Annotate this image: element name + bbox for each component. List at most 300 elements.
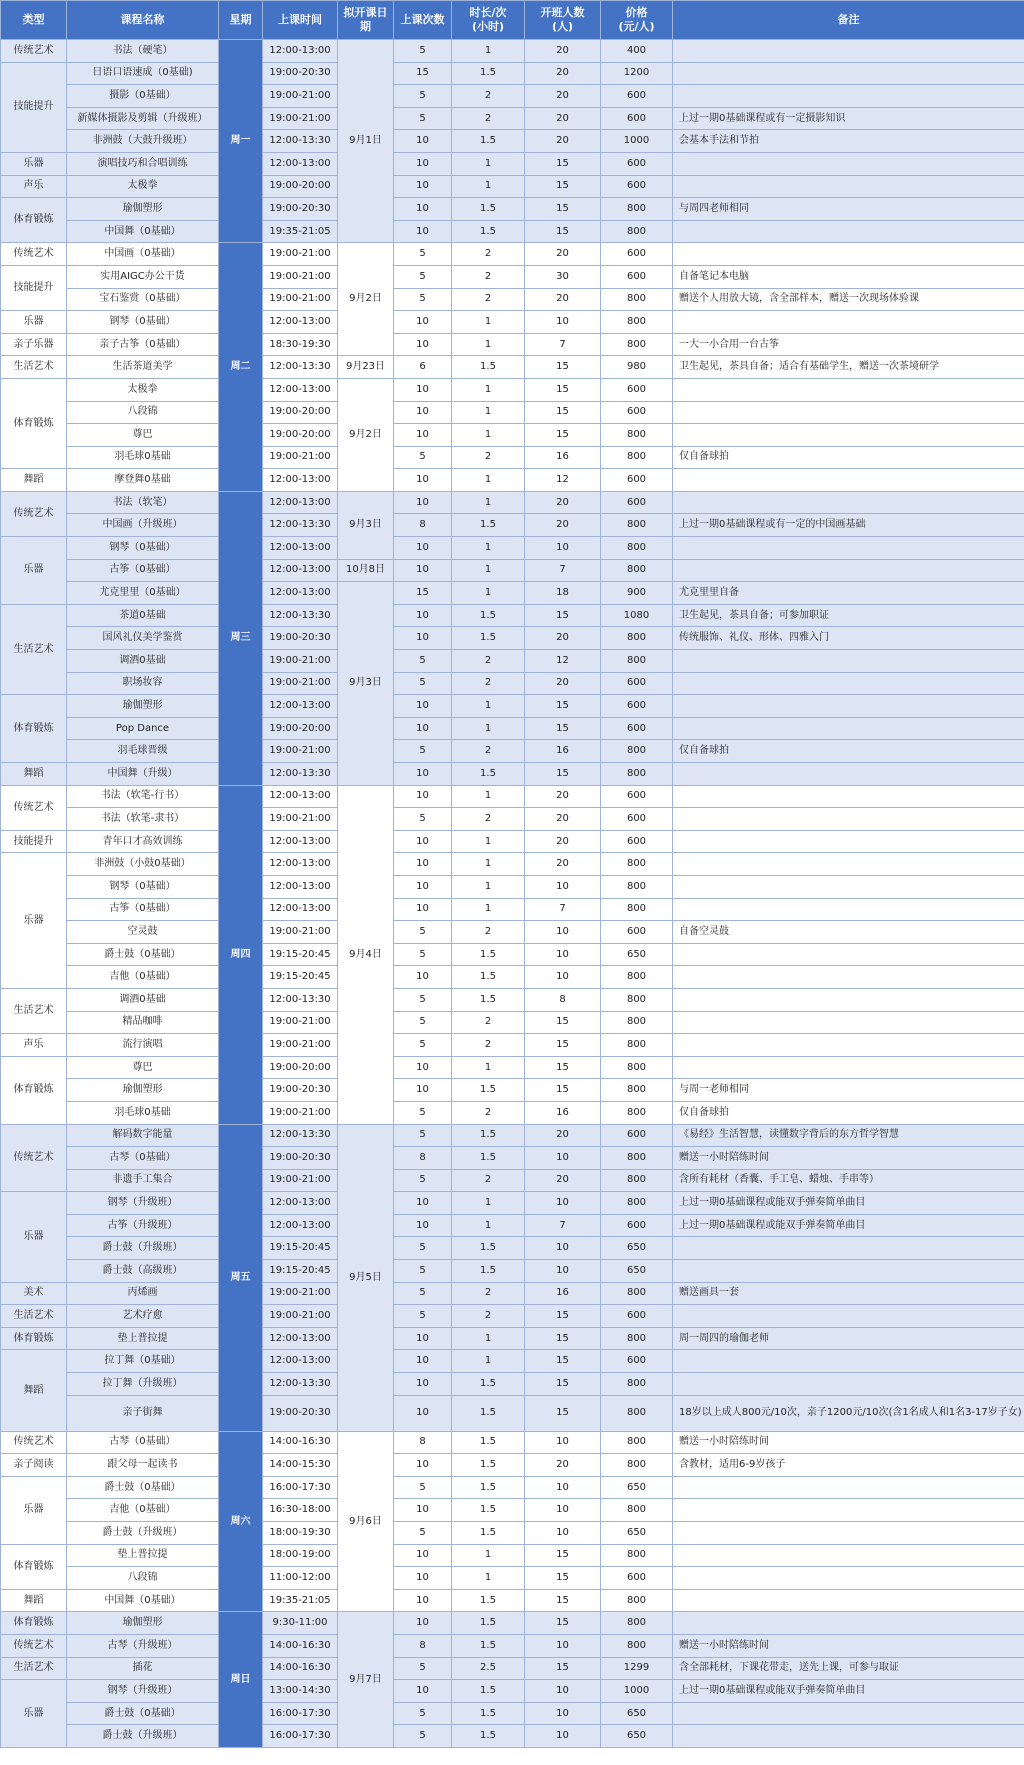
course-name-cell: 非洲鼓（小鼓0基础） bbox=[67, 853, 219, 876]
class-time-cell: 12:00-13:00 bbox=[263, 378, 338, 401]
class-size-cell: 7 bbox=[525, 1214, 601, 1237]
price-cell: 800 bbox=[601, 1079, 673, 1102]
notes-cell bbox=[673, 40, 1024, 63]
price-cell: 650 bbox=[601, 1260, 673, 1283]
sessions-cell: 5 bbox=[394, 1725, 452, 1748]
price-cell: 800 bbox=[601, 288, 673, 311]
sessions-cell: 10 bbox=[394, 401, 452, 424]
notes-cell: 与周一老师相同 bbox=[673, 1079, 1024, 1102]
class-size-cell: 15 bbox=[525, 175, 601, 198]
category-cell: 生活艺术 bbox=[1, 604, 67, 694]
class-time-cell: 19:00-20:30 bbox=[263, 627, 338, 650]
class-size-cell: 15 bbox=[525, 604, 601, 627]
course-name-cell: 垫上普拉提 bbox=[67, 1327, 219, 1350]
category-cell: 生活艺术 bbox=[1, 1305, 67, 1328]
category-cell: 生活艺术 bbox=[1, 988, 67, 1033]
notes-cell: 赠送画具一套 bbox=[673, 1282, 1024, 1305]
notes-cell: 上过一期0基础课程或能双手弹奏简单曲目 bbox=[673, 1214, 1024, 1237]
price-cell: 600 bbox=[601, 378, 673, 401]
class-time-cell: 16:00-17:30 bbox=[263, 1476, 338, 1499]
header-category[interactable]: 类型 bbox=[1, 1, 67, 40]
duration-cell: 2.5 bbox=[452, 1657, 525, 1680]
sessions-cell: 8 bbox=[394, 1431, 452, 1454]
course-name-cell: 吉他（0基础） bbox=[67, 1499, 219, 1522]
duration-cell: 1 bbox=[452, 378, 525, 401]
sessions-cell: 5 bbox=[394, 40, 452, 63]
table-row bbox=[1, 1567, 1024, 1590]
class-size-cell: 15 bbox=[525, 1612, 601, 1635]
class-size-cell: 20 bbox=[525, 853, 601, 876]
category-cell: 乐器 bbox=[1, 152, 67, 175]
price-cell: 800 bbox=[601, 650, 673, 673]
class-size-cell: 15 bbox=[525, 1589, 601, 1612]
class-time-cell: 12:00-13:00 bbox=[263, 1350, 338, 1373]
price-cell: 600 bbox=[601, 695, 673, 718]
class-size-cell: 7 bbox=[525, 333, 601, 356]
price-cell: 800 bbox=[601, 446, 673, 469]
weekday-cell: 周四 bbox=[219, 785, 263, 1124]
notes-cell bbox=[673, 1056, 1024, 1079]
class-time-cell: 12:00-13:30 bbox=[263, 763, 338, 786]
class-size-cell: 16 bbox=[525, 1282, 601, 1305]
class-size-cell: 10 bbox=[525, 921, 601, 944]
header-course-name[interactable]: 课程名称 bbox=[67, 1, 219, 40]
notes-cell bbox=[673, 220, 1024, 243]
class-size-cell: 10 bbox=[525, 1680, 601, 1703]
course-name-cell: 垫上普拉提 bbox=[67, 1544, 219, 1567]
table-row bbox=[1, 424, 1024, 447]
table-row bbox=[1, 356, 1024, 379]
price-cell: 600 bbox=[601, 152, 673, 175]
class-time-cell: 19:00-20:00 bbox=[263, 1056, 338, 1079]
notes-cell bbox=[673, 1499, 1024, 1522]
duration-cell: 2 bbox=[452, 740, 525, 763]
price-cell: 600 bbox=[601, 401, 673, 424]
table-row bbox=[1, 650, 1024, 673]
header-class-time[interactable]: 上课时间 bbox=[263, 1, 338, 40]
notes-cell bbox=[673, 62, 1024, 85]
class-time-cell: 19:00-21:00 bbox=[263, 808, 338, 831]
sessions-cell: 10 bbox=[394, 695, 452, 718]
category-cell: 舞蹈 bbox=[1, 1350, 67, 1431]
class-time-cell: 19:00-21:00 bbox=[263, 107, 338, 130]
sessions-cell: 10 bbox=[394, 1079, 452, 1102]
class-time-cell: 12:00-13:00 bbox=[263, 152, 338, 175]
category-cell: 声乐 bbox=[1, 1034, 67, 1057]
class-time-cell: 18:00-19:00 bbox=[263, 1544, 338, 1567]
course-name-cell: 太极拳 bbox=[67, 378, 219, 401]
class-time-cell: 12:00-13:00 bbox=[263, 875, 338, 898]
table-row bbox=[1, 514, 1024, 537]
notes-cell bbox=[673, 491, 1024, 514]
class-time-cell: 12:00-13:00 bbox=[263, 695, 338, 718]
class-size-cell: 15 bbox=[525, 1079, 601, 1102]
sessions-cell: 5 bbox=[394, 1282, 452, 1305]
sessions-cell: 5 bbox=[394, 446, 452, 469]
duration-cell: 1 bbox=[452, 1214, 525, 1237]
sessions-cell: 10 bbox=[394, 627, 452, 650]
price-cell: 600 bbox=[601, 1124, 673, 1147]
sessions-cell: 10 bbox=[394, 1589, 452, 1612]
table-row bbox=[1, 1350, 1024, 1373]
class-size-cell: 15 bbox=[525, 695, 601, 718]
course-name-cell: 演唱技巧和合唱训练 bbox=[67, 152, 219, 175]
sessions-cell: 10 bbox=[394, 378, 452, 401]
category-cell: 美术 bbox=[1, 1282, 67, 1305]
notes-cell bbox=[673, 1702, 1024, 1725]
price-cell: 600 bbox=[601, 491, 673, 514]
notes-cell bbox=[673, 152, 1024, 175]
category-cell: 传统艺术 bbox=[1, 40, 67, 63]
price-cell: 800 bbox=[601, 740, 673, 763]
sessions-cell: 8 bbox=[394, 1634, 452, 1657]
class-time-cell: 16:00-17:30 bbox=[263, 1725, 338, 1748]
header-weekday[interactable]: 星期 bbox=[219, 1, 263, 40]
table-row bbox=[1, 491, 1024, 514]
class-size-cell: 16 bbox=[525, 1101, 601, 1124]
category-cell: 传统艺术 bbox=[1, 491, 67, 536]
table-row bbox=[1, 1395, 1024, 1431]
table-row bbox=[1, 1589, 1024, 1612]
price-cell: 650 bbox=[601, 1702, 673, 1725]
class-time-cell: 19:00-20:00 bbox=[263, 717, 338, 740]
class-time-cell: 19:00-21:00 bbox=[263, 650, 338, 673]
table-row bbox=[1, 40, 1024, 63]
notes-cell: 一大一小合用一台古筝 bbox=[673, 333, 1024, 356]
class-time-cell: 19:00-20:30 bbox=[263, 1395, 338, 1431]
class-time-cell: 12:00-13:00 bbox=[263, 582, 338, 605]
price-cell: 800 bbox=[601, 1011, 673, 1034]
course-name-cell: 中国舞（升级） bbox=[67, 763, 219, 786]
table-row bbox=[1, 627, 1024, 650]
price-cell: 800 bbox=[601, 1395, 673, 1431]
class-size-cell: 15 bbox=[525, 1657, 601, 1680]
category-cell: 舞蹈 bbox=[1, 1589, 67, 1612]
course-name-cell: 尤克里里（0基础） bbox=[67, 582, 219, 605]
class-time-cell: 19:00-21:00 bbox=[263, 288, 338, 311]
class-size-cell: 10 bbox=[525, 1260, 601, 1283]
price-cell: 800 bbox=[601, 966, 673, 989]
class-time-cell: 12:00-13:30 bbox=[263, 356, 338, 379]
sessions-cell: 10 bbox=[394, 469, 452, 492]
class-time-cell: 16:30-18:00 bbox=[263, 1499, 338, 1522]
category-cell: 传统艺术 bbox=[1, 1634, 67, 1657]
notes-cell bbox=[673, 469, 1024, 492]
notes-cell: 上过一期0基础课程或有一定摄影知识 bbox=[673, 107, 1024, 130]
notes-cell: 会基本手法和节拍 bbox=[673, 130, 1024, 153]
course-name-cell: 尊巴 bbox=[67, 424, 219, 447]
table-row bbox=[1, 1192, 1024, 1215]
duration-cell: 1.5 bbox=[452, 1454, 525, 1477]
duration-cell: 2 bbox=[452, 808, 525, 831]
price-cell: 400 bbox=[601, 40, 673, 63]
duration-cell: 2 bbox=[452, 243, 525, 266]
class-size-cell: 20 bbox=[525, 627, 601, 650]
sessions-cell: 10 bbox=[394, 1056, 452, 1079]
notes-cell bbox=[673, 1589, 1024, 1612]
price-cell: 800 bbox=[601, 1147, 673, 1170]
class-time-cell: 19:00-21:00 bbox=[263, 1034, 338, 1057]
weekday-cell: 周五 bbox=[219, 1124, 263, 1431]
price-cell: 600 bbox=[601, 672, 673, 695]
notes-cell: 卫生起见，茶具自备；可参加职证 bbox=[673, 604, 1024, 627]
weekday-cell: 周三 bbox=[219, 491, 263, 785]
sessions-cell: 5 bbox=[394, 1657, 452, 1680]
duration-cell: 1 bbox=[452, 469, 525, 492]
class-size-cell: 10 bbox=[525, 1147, 601, 1170]
table-row bbox=[1, 785, 1024, 808]
table-row bbox=[1, 85, 1024, 108]
class-size-cell: 10 bbox=[525, 1192, 601, 1215]
sessions-cell: 5 bbox=[394, 265, 452, 288]
notes-cell bbox=[673, 988, 1024, 1011]
course-name-cell: 古琴（升级班） bbox=[67, 1634, 219, 1657]
table-row bbox=[1, 875, 1024, 898]
course-name-cell: 亲子街舞 bbox=[67, 1395, 219, 1431]
table-row bbox=[1, 1476, 1024, 1499]
table-row bbox=[1, 220, 1024, 243]
header-notes[interactable]: 备注 bbox=[673, 1, 1024, 40]
course-name-cell: 茶道0基础 bbox=[67, 604, 219, 627]
start-date-cell: 9月2日 bbox=[338, 378, 394, 491]
category-cell: 体育锻炼 bbox=[1, 378, 67, 468]
price-cell: 980 bbox=[601, 356, 673, 379]
notes-cell bbox=[673, 1725, 1024, 1748]
notes-cell: 含所有耗材（香囊、手工皂、蜡烛、手串等） bbox=[673, 1169, 1024, 1192]
table-row bbox=[1, 469, 1024, 492]
duration-cell: 1 bbox=[452, 1056, 525, 1079]
class-size-cell: 20 bbox=[525, 672, 601, 695]
duration-cell: 1.5 bbox=[452, 1079, 525, 1102]
price-cell: 800 bbox=[601, 1034, 673, 1057]
notes-cell bbox=[673, 1567, 1024, 1590]
course-name-cell: 实用AIGC办公干货 bbox=[67, 265, 219, 288]
notes-cell bbox=[673, 650, 1024, 673]
notes-cell bbox=[673, 243, 1024, 266]
sessions-cell: 10 bbox=[394, 717, 452, 740]
course-name-cell: 爵士鼓（升级班） bbox=[67, 1237, 219, 1260]
category-cell: 传统艺术 bbox=[1, 785, 67, 830]
class-time-cell: 19:00-21:00 bbox=[263, 1169, 338, 1192]
notes-cell: 尤克里里自备 bbox=[673, 582, 1024, 605]
course-name-cell: 艺术疗愈 bbox=[67, 1305, 219, 1328]
duration-cell: 1 bbox=[452, 1544, 525, 1567]
course-name-cell: 钢琴（0基础） bbox=[67, 537, 219, 560]
category-cell: 生活艺术 bbox=[1, 356, 67, 379]
table-row bbox=[1, 175, 1024, 198]
class-size-cell: 20 bbox=[525, 40, 601, 63]
table-row bbox=[1, 1522, 1024, 1545]
class-size-cell: 10 bbox=[525, 311, 601, 334]
duration-cell: 1.5 bbox=[452, 1431, 525, 1454]
sessions-cell: 15 bbox=[394, 582, 452, 605]
category-cell: 体育锻炼 bbox=[1, 1056, 67, 1124]
class-time-cell: 19:00-20:00 bbox=[263, 401, 338, 424]
duration-cell: 1 bbox=[452, 582, 525, 605]
price-cell: 800 bbox=[601, 1634, 673, 1657]
duration-cell: 1 bbox=[452, 898, 525, 921]
sessions-cell: 5 bbox=[394, 1522, 452, 1545]
price-cell: 800 bbox=[601, 1056, 673, 1079]
price-cell: 600 bbox=[601, 785, 673, 808]
sessions-cell: 10 bbox=[394, 198, 452, 221]
duration-cell: 2 bbox=[452, 650, 525, 673]
duration-cell: 2 bbox=[452, 1305, 525, 1328]
sessions-cell: 10 bbox=[394, 152, 452, 175]
course-name-cell: 职场妆容 bbox=[67, 672, 219, 695]
price-cell: 800 bbox=[601, 1192, 673, 1215]
price-cell: 800 bbox=[601, 198, 673, 221]
duration-cell: 1 bbox=[452, 1192, 525, 1215]
course-name-cell: 太极拳 bbox=[67, 175, 219, 198]
notes-cell: 18岁以上成人800元/10次，亲子1200元/10次(含1名成人和1名3-17岁子女) bbox=[673, 1395, 1024, 1431]
price-cell: 800 bbox=[601, 1454, 673, 1477]
class-time-cell: 19:00-21:00 bbox=[263, 85, 338, 108]
table-row bbox=[1, 672, 1024, 695]
category-cell: 体育锻炼 bbox=[1, 1544, 67, 1589]
table-row bbox=[1, 853, 1024, 876]
sessions-cell: 10 bbox=[394, 1544, 452, 1567]
table-row bbox=[1, 1147, 1024, 1170]
notes-cell bbox=[673, 1544, 1024, 1567]
class-size-cell: 10 bbox=[525, 966, 601, 989]
table-row bbox=[1, 1499, 1024, 1522]
sessions-cell: 10 bbox=[394, 966, 452, 989]
notes-cell bbox=[673, 1350, 1024, 1373]
sessions-cell: 5 bbox=[394, 1169, 452, 1192]
class-size-cell: 12 bbox=[525, 469, 601, 492]
category-cell: 体育锻炼 bbox=[1, 1612, 67, 1635]
notes-cell bbox=[673, 424, 1024, 447]
duration-cell: 1.5 bbox=[452, 1476, 525, 1499]
price-cell: 800 bbox=[601, 627, 673, 650]
course-name-cell: Pop Dance bbox=[67, 717, 219, 740]
start-date-cell: 9月2日 bbox=[338, 243, 394, 356]
class-size-cell: 10 bbox=[525, 537, 601, 560]
duration-cell: 1.5 bbox=[452, 1147, 525, 1170]
sessions-cell: 8 bbox=[394, 1147, 452, 1170]
duration-cell: 2 bbox=[452, 265, 525, 288]
price-cell: 600 bbox=[601, 808, 673, 831]
duration-cell: 1 bbox=[452, 785, 525, 808]
class-time-cell: 19:15-20:45 bbox=[263, 1237, 338, 1260]
table-row bbox=[1, 1011, 1024, 1034]
notes-cell bbox=[673, 808, 1024, 831]
course-name-cell: 古筝（0基础） bbox=[67, 898, 219, 921]
price-cell: 800 bbox=[601, 1169, 673, 1192]
duration-cell: 1 bbox=[452, 401, 525, 424]
notes-cell: 上过一期0基础课程或有一定的中国画基础 bbox=[673, 514, 1024, 537]
class-time-cell: 12:00-13:00 bbox=[263, 898, 338, 921]
class-time-cell: 12:00-13:00 bbox=[263, 853, 338, 876]
course-name-cell: 书法（软笔） bbox=[67, 491, 219, 514]
notes-cell: 卫生起见，茶具自备；适合有基础学生，赠送一次茶境研学 bbox=[673, 356, 1024, 379]
header-class-size[interactable]: 开班人数 (人) bbox=[525, 1, 601, 40]
class-time-cell: 19:00-20:30 bbox=[263, 1147, 338, 1170]
class-time-cell: 19:00-21:00 bbox=[263, 1101, 338, 1124]
category-cell: 传统艺术 bbox=[1, 243, 67, 266]
class-time-cell: 19:00-21:00 bbox=[263, 740, 338, 763]
course-name-cell: 羽毛球晋级 bbox=[67, 740, 219, 763]
class-size-cell: 10 bbox=[525, 1476, 601, 1499]
duration-cell: 1.5 bbox=[452, 1702, 525, 1725]
duration-cell: 1.5 bbox=[452, 198, 525, 221]
table-row bbox=[1, 1702, 1024, 1725]
course-name-cell: 摄影（0基础） bbox=[67, 85, 219, 108]
notes-cell bbox=[673, 830, 1024, 853]
sessions-cell: 10 bbox=[394, 1327, 452, 1350]
category-cell: 舞蹈 bbox=[1, 469, 67, 492]
table-row bbox=[1, 1725, 1024, 1748]
sessions-cell: 5 bbox=[394, 1476, 452, 1499]
category-cell: 乐器 bbox=[1, 1192, 67, 1282]
course-name-cell: 书法（软笔-行书） bbox=[67, 785, 219, 808]
sessions-cell: 5 bbox=[394, 1260, 452, 1283]
price-cell: 600 bbox=[601, 717, 673, 740]
class-size-cell: 15 bbox=[525, 1011, 601, 1034]
course-name-cell: 古琴（0基础） bbox=[67, 1147, 219, 1170]
price-cell: 800 bbox=[601, 559, 673, 582]
header-duration[interactable]: 时长/次 (小时) bbox=[452, 1, 525, 40]
table-row bbox=[1, 152, 1024, 175]
table-row bbox=[1, 1657, 1024, 1680]
duration-cell: 1.5 bbox=[452, 1124, 525, 1147]
header-start-date[interactable]: 拟开课日期 bbox=[338, 1, 394, 40]
price-cell: 600 bbox=[601, 265, 673, 288]
price-cell: 800 bbox=[601, 1282, 673, 1305]
category-cell: 体育锻炼 bbox=[1, 198, 67, 243]
table-row bbox=[1, 1237, 1024, 1260]
price-cell: 800 bbox=[601, 853, 673, 876]
sessions-cell: 10 bbox=[394, 559, 452, 582]
category-cell: 体育锻炼 bbox=[1, 695, 67, 763]
class-time-cell: 19:35-21:05 bbox=[263, 220, 338, 243]
class-size-cell: 10 bbox=[525, 1522, 601, 1545]
price-cell: 600 bbox=[601, 1214, 673, 1237]
price-cell: 600 bbox=[601, 85, 673, 108]
table-row bbox=[1, 1079, 1024, 1102]
sessions-cell: 5 bbox=[394, 1034, 452, 1057]
header-price[interactable]: 价格 (元/人) bbox=[601, 1, 673, 40]
table-row bbox=[1, 1454, 1024, 1477]
notes-cell bbox=[673, 537, 1024, 560]
weekday-cell: 周日 bbox=[219, 1612, 263, 1748]
class-time-cell: 11:00-12:00 bbox=[263, 1567, 338, 1590]
class-size-cell: 10 bbox=[525, 1725, 601, 1748]
class-size-cell: 10 bbox=[525, 1237, 601, 1260]
header-sessions[interactable]: 上课次数 bbox=[394, 1, 452, 40]
day-group bbox=[1, 1124, 1024, 1431]
notes-cell: 赠送个人用放大镜，含全部样本，赠送一次现场体验课 bbox=[673, 288, 1024, 311]
course-name-cell: 调酒0基础 bbox=[67, 988, 219, 1011]
course-name-cell: 古筝（升级班） bbox=[67, 1214, 219, 1237]
table-row bbox=[1, 1431, 1024, 1454]
class-size-cell: 15 bbox=[525, 401, 601, 424]
class-size-cell: 15 bbox=[525, 152, 601, 175]
duration-cell: 1.5 bbox=[452, 763, 525, 786]
duration-cell: 2 bbox=[452, 1034, 525, 1057]
duration-cell: 1.5 bbox=[452, 604, 525, 627]
table-row bbox=[1, 830, 1024, 853]
table-row bbox=[1, 1260, 1024, 1283]
category-cell: 声乐 bbox=[1, 175, 67, 198]
course-name-cell: 青年口才高效训练 bbox=[67, 830, 219, 853]
course-name-cell: 羽毛球0基础 bbox=[67, 446, 219, 469]
duration-cell: 1.5 bbox=[452, 1499, 525, 1522]
class-size-cell: 15 bbox=[525, 378, 601, 401]
sessions-cell: 10 bbox=[394, 220, 452, 243]
sessions-cell: 10 bbox=[394, 491, 452, 514]
